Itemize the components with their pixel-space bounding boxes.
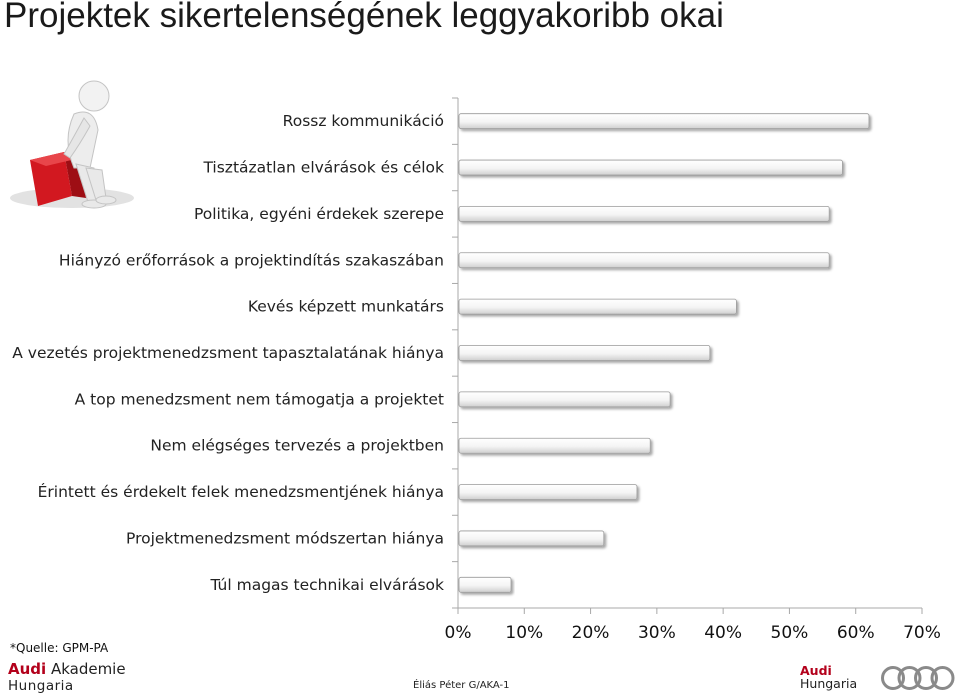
x-tick-label: 30% — [637, 623, 676, 643]
x-tick-label: 0% — [444, 623, 472, 643]
category-label: Érintett és érdekelt felek menedzsmentjének hiánya — [37, 483, 444, 502]
academy-brand — [8, 660, 126, 678]
category-label: Politika, egyéni érdekek szerepe — [193, 204, 444, 223]
bar — [459, 577, 511, 592]
author-credit: Éliás Péter G/AKA-1 — [413, 680, 510, 691]
category-label: Hiányzó erőforrások a projektindítás szakaszában — [58, 251, 444, 270]
category-label: Tisztázatlan elvárások és célok — [203, 158, 444, 177]
audi-hungaria-logo — [800, 664, 857, 690]
category-label: Rossz kommunikáció — [282, 112, 444, 131]
bar — [459, 485, 637, 500]
hungaria-logo-text: Hungaria — [800, 676, 858, 691]
bar — [459, 114, 869, 129]
source-note: *Quelle: GPM-PA — [10, 641, 109, 655]
category-label: Nem elégséges tervezés a projektben — [150, 436, 444, 455]
bar — [459, 206, 829, 221]
category-label: A top menedzsment nem támogatja a projektet — [74, 390, 444, 409]
academy-brand-akademie: Akademie — [46, 660, 126, 678]
bar — [459, 253, 829, 268]
bar — [459, 392, 670, 407]
bar — [459, 438, 650, 453]
category-label: Túl magas technikai elvárások — [210, 575, 444, 594]
category-label: Projektmenedzsment módszertan hiánya — [126, 529, 444, 548]
audi-four-rings-icon — [880, 664, 956, 692]
bar — [459, 299, 736, 314]
x-tick-label: 10% — [505, 623, 544, 643]
page-title: Projektek sikertelenségének leggyakoribb okai — [4, 0, 724, 35]
bar — [459, 531, 604, 546]
academy-brand-audi: Audi — [8, 660, 47, 678]
bar — [459, 160, 842, 175]
x-tick-label: 40% — [704, 623, 743, 643]
academy-brand-hungaria: Hungaria — [8, 678, 74, 694]
x-tick-label: 50% — [770, 623, 809, 643]
x-tick-label: 20% — [571, 623, 610, 643]
category-label: A vezetés projektmenedzsment tapasztalatának hiánya — [12, 344, 444, 362]
audi-logo-text: Audi — [800, 663, 832, 678]
bar — [459, 346, 710, 361]
category-label: Kevés képzett munkatárs — [247, 297, 444, 316]
x-tick-label: 60% — [836, 623, 875, 643]
x-tick-label: 70% — [903, 623, 941, 643]
